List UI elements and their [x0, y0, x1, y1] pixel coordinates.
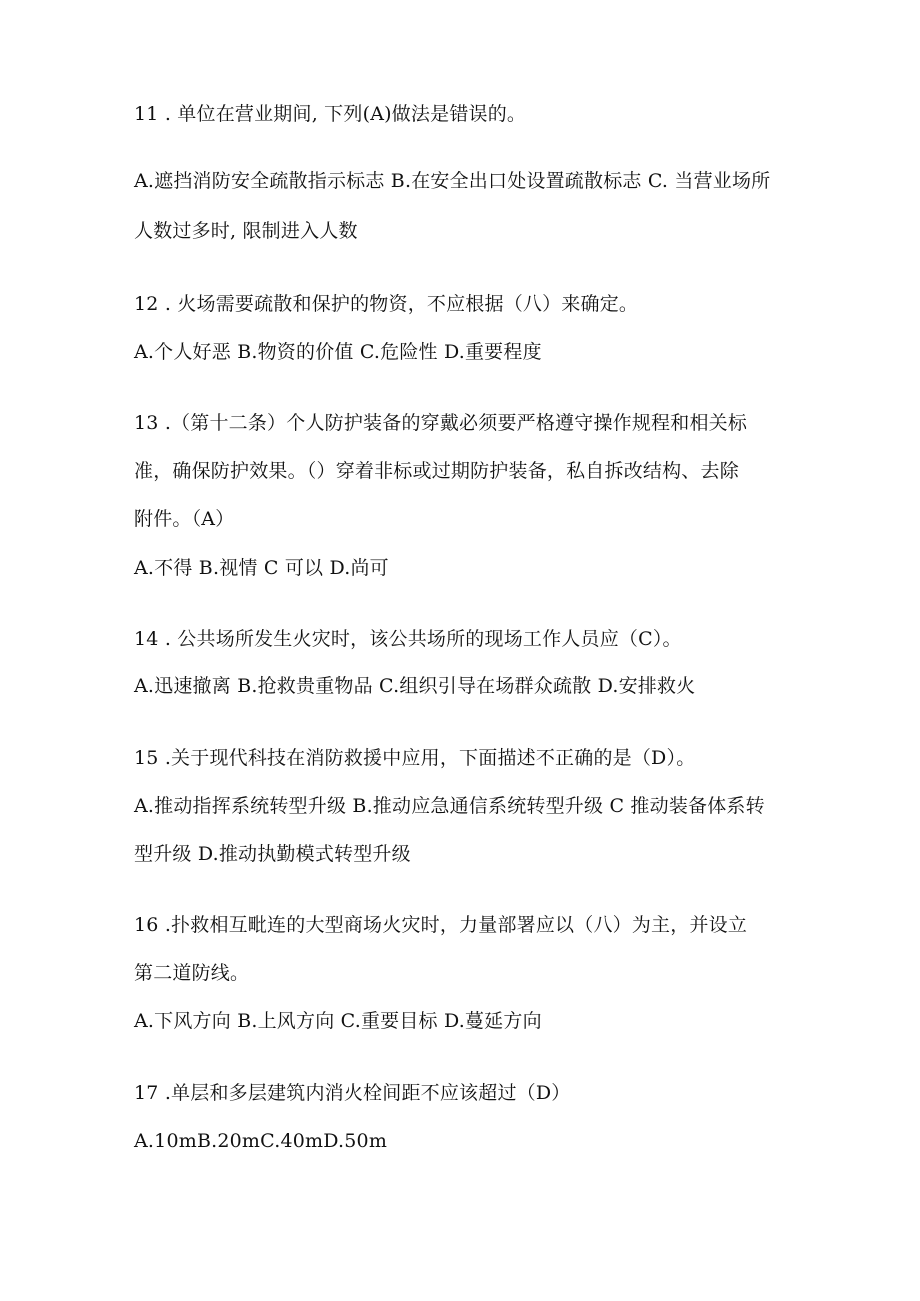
- question-17-options: A.10mB.20mC.40mD.50m: [134, 1130, 388, 1152]
- question-11-stem: 11 . 单位在营业期间, 下列(A)做法是错误的。: [134, 103, 527, 125]
- question-13-stem-line-3: 附件。（A）: [134, 508, 235, 530]
- question-15-options-line-2: 型升级 D.推动执勤模式转型升级: [134, 843, 411, 865]
- question-16-options: A.下风方向 B.上风方向 C.重要目标 D.蔓延方向: [134, 1010, 542, 1032]
- question-16-stem-line-2: 第二道防线。: [134, 962, 250, 984]
- question-13-stem-line-2: 准，确保防护效果。（）穿着非标或过期防护装备，私自拆改结构、去除: [134, 460, 739, 482]
- question-15-options-line-1: A.推动指挥系统转型升级 B.推动应急通信系统转型升级 C 推动装备体系转: [134, 795, 765, 817]
- question-17-stem: 17 .单层和多层建筑内消火栓间距不应该超过（D）: [134, 1082, 571, 1104]
- question-15-stem: 15 .关于现代科技在消防救援中应用，下面描述不正确的是（D）。: [134, 747, 696, 769]
- question-11-options-line-2: 人数过多时, 限制进入人数: [134, 220, 358, 242]
- question-12-options: A.个人好恶 B.物资的价值 C.危险性 D.重要程度: [134, 341, 542, 363]
- question-13-options: A.不得 B.视情 C 可以 D.尚可: [134, 557, 389, 579]
- question-11-options-line-1: A.遮挡消防安全疏散指示标志 B.在安全出口处设置疏散标志 C. 当营业场所: [134, 170, 771, 192]
- question-12-stem: 12 . 火场需要疏散和保护的物资，不应根据（八）来确定。: [134, 293, 639, 315]
- question-14-stem: 14 . 公共场所发生火灾时，该公共场所的现场工作人员应（C）。: [134, 628, 682, 650]
- question-14-options: A.迅速撤离 B.抢救贵重物品 C.组织引导在场群众疏散 D.安排救火: [134, 675, 696, 697]
- question-16-stem-line-1: 16 .扑救相互毗连的大型商场火灾时，力量部署应以（八）为主，并设立: [134, 914, 748, 936]
- question-13-stem-line-1: 13 .（第十二条）个人防护装备的穿戴必须要严格遵守操作规程和相关标: [134, 412, 748, 434]
